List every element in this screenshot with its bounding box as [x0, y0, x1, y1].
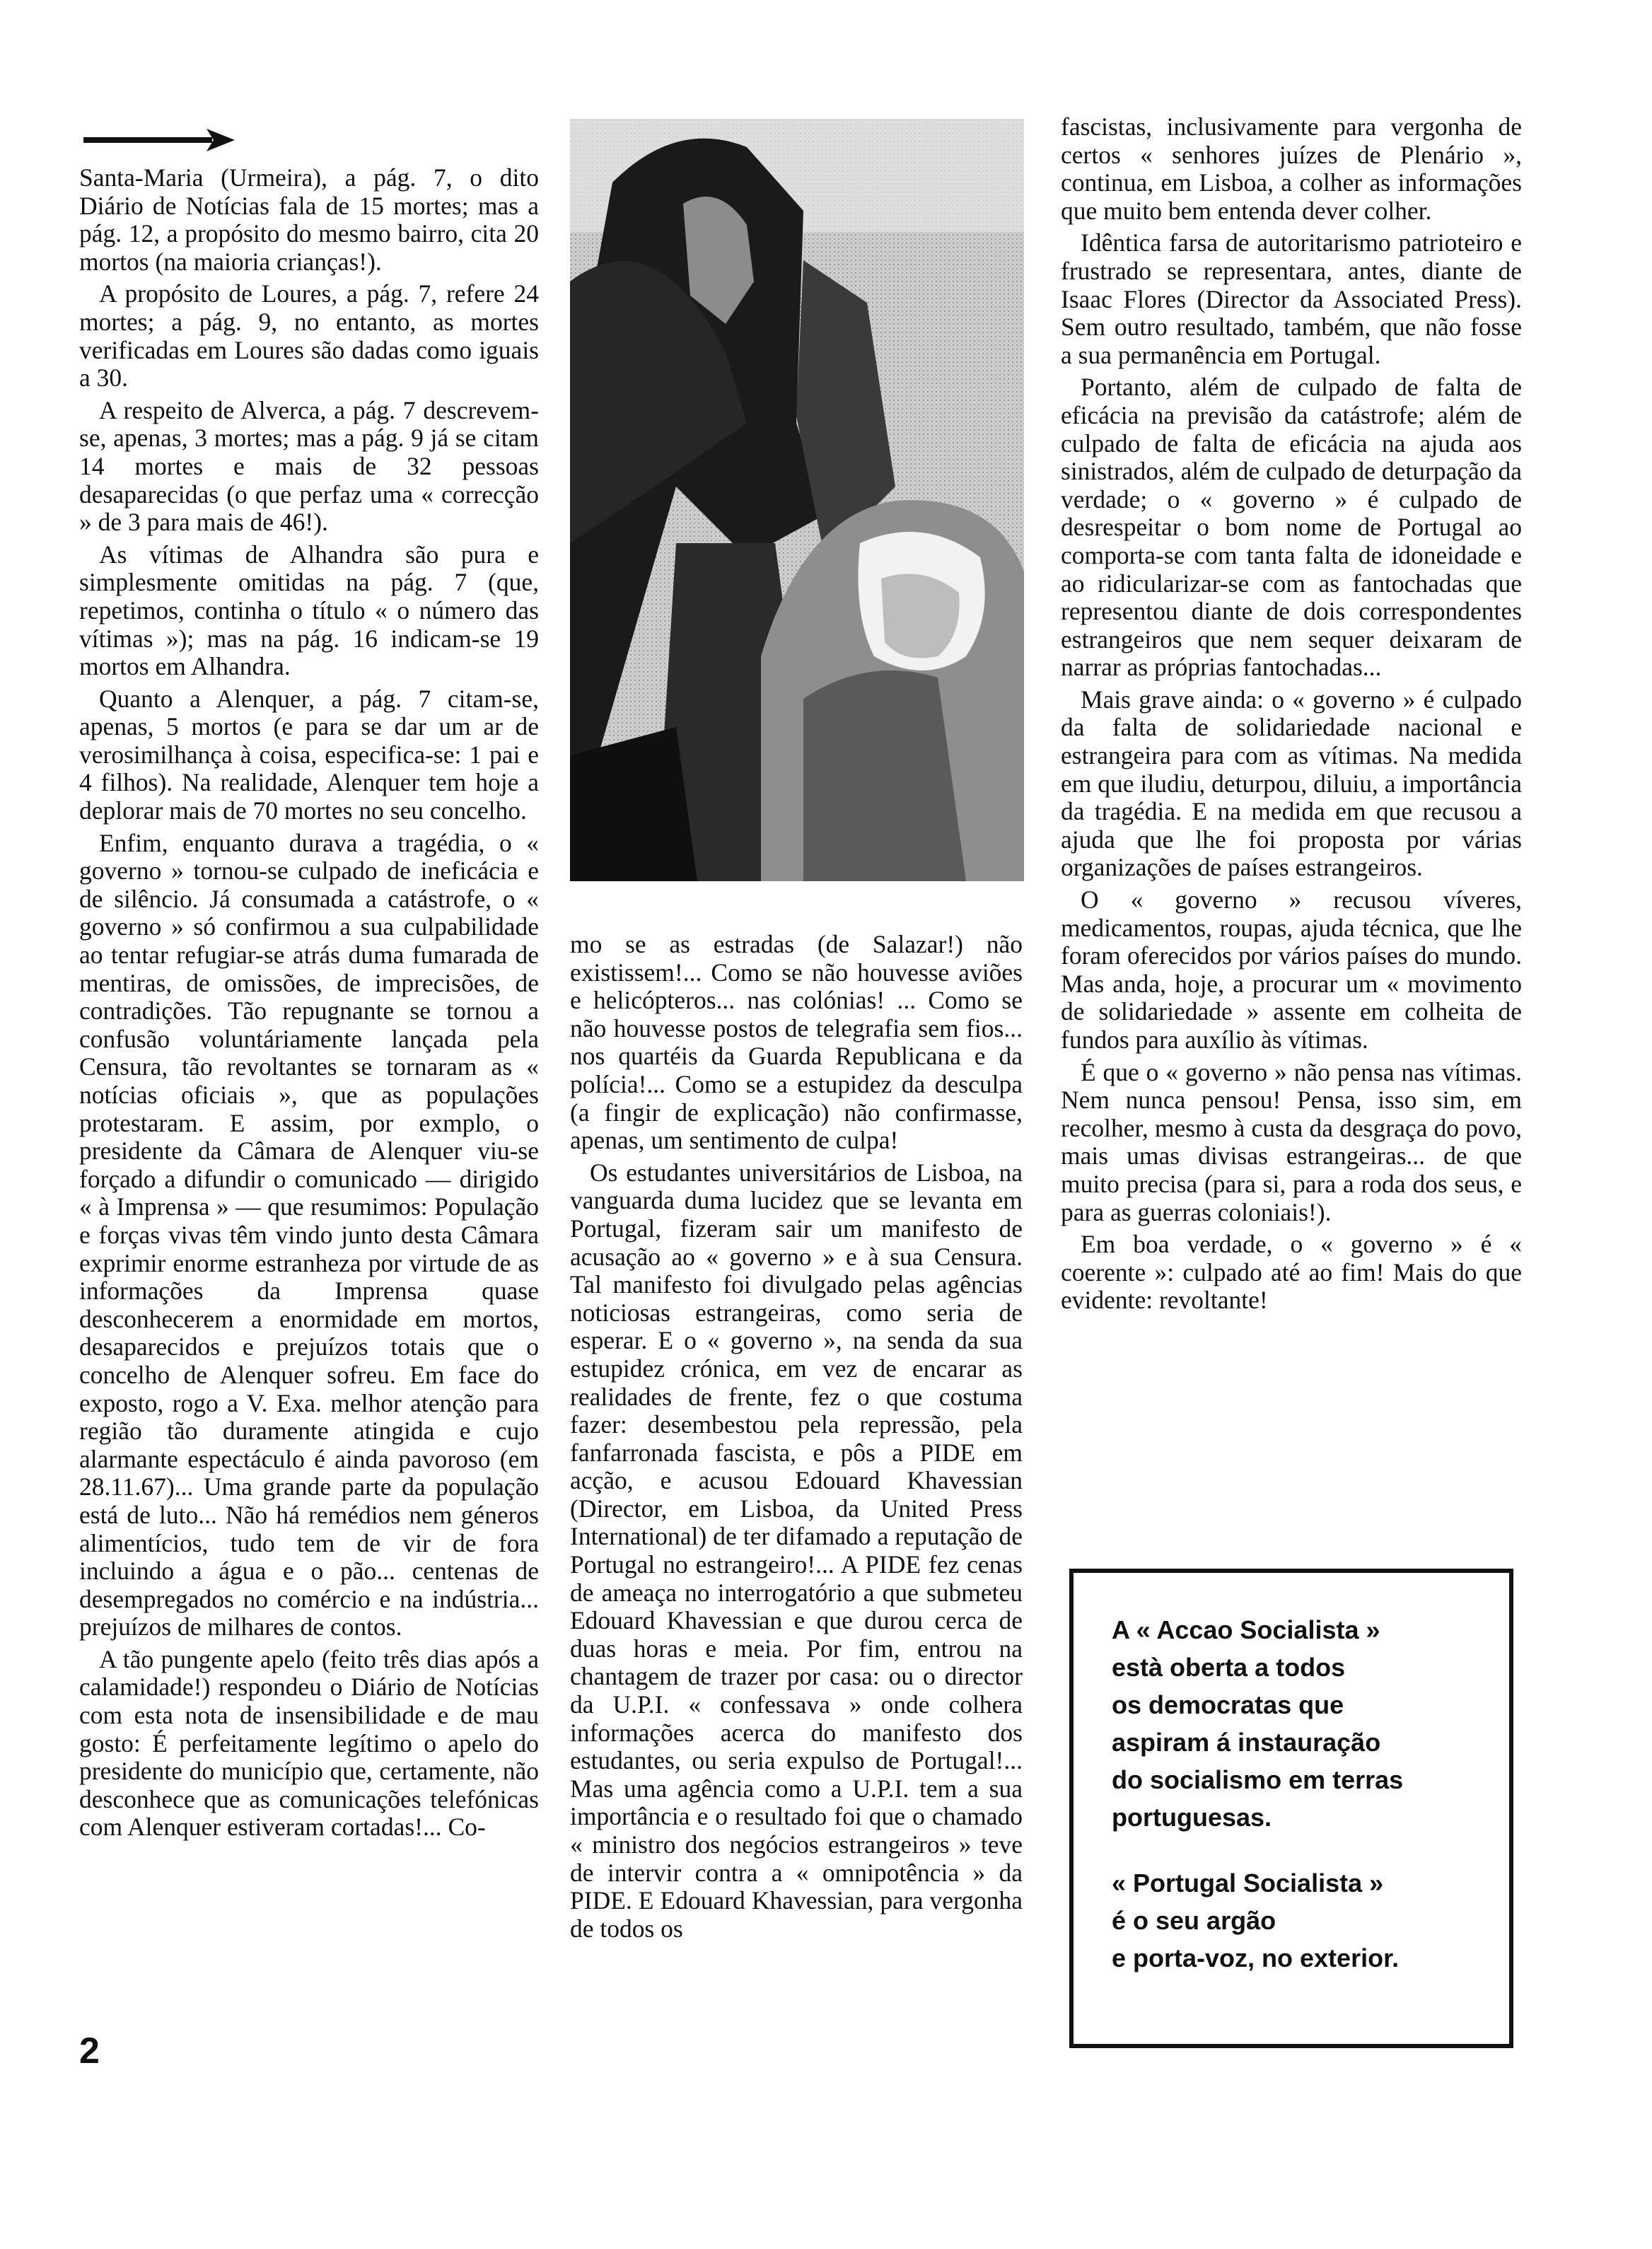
- page-number: 2: [79, 2030, 100, 2071]
- paragraph: O « governo » recusou víveres, medicamentos, roupas, ajuda técnica, que lhe foram oferecidos por vários países do mundo. Mas anda, hoje, a procurar um « movimento de solidariedade » assente em colheita de fundos para auxílio às vítimas.: [1061, 885, 1522, 1054]
- paragraph: Quanto a Alenquer, a pág. 7 citam-se, apenas, 5 mortos (e para se dar um ar de verosimilhança à coisa, especifica-se: 1 pai e 4 filhos). Na realidade, Alenquer tem hoje a deplorar mais de 70 mortes no seu concelho.: [79, 684, 539, 825]
- announcement-line: portuguesas.: [1112, 1803, 1272, 1832]
- paragraph: fascistas, inclusivamente para vergonha de certos « senhores juízes de Plenário », continua, em Lisboa, a colher as informações que muito bem entenda dever colher.: [1061, 112, 1522, 225]
- paragraph: Portanto, além de culpado de falta de eficácia na previsão da catástrofe; além de culpado de falta de eficácia na ajuda aos sinistrados, além de culpado de deturpação da verdade; o « governo » é culpado de desrespeitar o bom nome de Portugal ao comporta-se com tanta falta de idoneidade e ao ridicularizar-se com as fantochadas que representou diante de dois correspondentes estrangeiros que nem sequer deixaram de narrar as próprias fantochadas...: [1061, 373, 1522, 682]
- paragraph: A propósito de Loures, a pág. 7, refere 24 mortes; a pág. 9, no entanto, as mortes verificadas em Loures são dadas como iguais a 30.: [79, 279, 539, 393]
- announcement-line: aspiram á instauração: [1112, 1728, 1381, 1757]
- paragraph: Enfim, enquanto durava a tragédia, o « governo » tornou-se culpado de ineficácia e de silêncio. Já consumada a catástrofe, o « governo » só confirmou a sua culpabilidade ao tentar refugiar-se atrás duma fumarada de mentiras, de omissões, de imprecisões, de contradições. Tão repugnante se tornou a confusão voluntáriamente lançada pela Censura, tão revoltantes se tornaram as « notícias oficiais », que as populações protestaram. E assim, por exmplo, o presidente da Câmara de Alenquer viu-se forçado a difundir o comunicado — dirigido « à Imprensa » — que resumimos: População e forças vivas têm vindo junto desta Câmara exprimir enorme estranheza por virtude de as informações da Imprensa quase desconhecerem a enormidade em mortos, desaparecidos e prejuízos totais que o concelho de Alenquer sofreu. Em face do exposto, rogo a V. Exa. melhor atenção para região tão duramente atingida e cujo alarmante espectáculo é ainda pavoroso (em 28.11.67)... Uma grande parte da população está de luto... Não há remédios nem géneros alimentícios, tudo tem de vir de fora incluindo a água e o pão... centenas de desempregados no comércio e na indústria... prejuízos de milhares de contos.: [79, 828, 539, 1641]
- announcement-line: e porta-voz, no exterior.: [1112, 1943, 1400, 1972]
- paragraph: As vítimas de Alhandra são pura e simplesmente omitidas na pág. 7 (que, repetimos, continha o título « o número das vítimas »); mas na pág. 16 indicam-se 19 mortos em Alhandra.: [79, 540, 539, 681]
- paragraph: Os estudantes universitários de Lisboa, na vanguarda duma lucidez que se levanta em Portugal, fizeram sair um manifesto de acusação ao « governo » e à sua Censura. Tal manifesto foi divulgado pelas agências noticiosas estrangeiras, como seria de esperar. E o « governo », na senda da sua estupidez crónica, em vez de encarar as realidades de frente, fez o que costuma fazer: desembestou pela repressão, pela fanfarronada fascista, e pôs a PIDE em acção, e acusou Edouard Khavessian (Director, em Lisboa, da United Press International) de ter difamado a reputação de Portugal no estrangeiro!... A PIDE fez cenas de ameaça no interrogatório a que submeteu Edouard Khavessian e que durou cerca de duas horas e meia. Por fim, entrou na chantagem de trazer por casa: ou o director da U.P.I. « confessava » onde colhera informações acerca do manifesto dos estudantes, ou seria expulso de Portugal!... Mas uma agência como a U.P.I. tem a sua importância e o resultado foi que o chamado « ministro dos negócios estrangeiros » teve de intervir contra a « omnipotência » da PIDE. E Edouard Khavessian, para vergonha de todos os: [570, 1158, 1023, 1943]
- announcement-text: [1112, 1864, 1484, 1977]
- announcement-line: A « Accao Socialista »: [1112, 1615, 1380, 1644]
- announcement-text: [1112, 1611, 1484, 1836]
- article-column-3: [1061, 113, 1522, 1319]
- paragraph: Mais grave ainda: o « governo » é culpado da falta de solidariedade nacional e estrangeira para com as vítimas. Na medida em que iludiu, deturpou, diluiu, a importância da tragédia. E na medida em que recusou a ajuda que lhe foi proposta por várias organizações de países estrangeiros.: [1061, 685, 1522, 882]
- paragraph: É que o « governo » não pensa nas vítimas. Nem nunca pensou! Pensa, isso sim, em recolher, mesmo à custa da desgraça do povo, mais umas divisas estrangeiras... de que muito precisa (para si, para a roda dos seus, e para as guerras coloniais!).: [1061, 1057, 1522, 1226]
- article-column-1: [79, 164, 539, 1846]
- announcement-line: é o seu argão: [1112, 1906, 1276, 1935]
- announcement-line: « Portugal Socialista »: [1112, 1869, 1384, 1898]
- photo-illustration: [570, 119, 1024, 881]
- paragraph: A tão pungente apelo (feito três dias após a calamidade!) respondeu o Diário de Notícias com esta nota de insensibilidade e de mau gosto: É perfeitamente legítimo o apelo do presidente do município que, certamente, não desconhece que as comunicações telefónicas com Alenquer estiveram cortadas!... Co-: [79, 1644, 539, 1842]
- flood-photo: [570, 119, 1024, 881]
- article-column-2: [570, 931, 1023, 1947]
- announcement-line: està oberta a todos: [1112, 1653, 1346, 1682]
- paragraph: Em boa verdade, o « governo » é « coerente »: culpado até ao fim! Mais do que evidente: revoltante!: [1061, 1230, 1522, 1315]
- announcement-line: os democratas que: [1112, 1690, 1344, 1719]
- paragraph: A respeito de Alverca, a pág. 7 descrevem-se, apenas, 3 mortes; mas a pág. 9 já se citam 14 mortes e mais de 32 pessoas desaparecidas (o que perfaz uma « correcção » de 3 para mais de 46!).: [79, 395, 539, 537]
- paragraph: mo se as estradas (de Salazar!) não existissem!... Como se não houvesse aviões e helicópteros... nas colónias! ... Como se não houvesse postos de telegrafia sem fios... nos quartéis da Guarda Republicana e da polícia!... Como se a estupidez da desculpa (a fingir de explicação) não confirmasse, apenas, um sentimento de culpa!: [570, 930, 1023, 1155]
- paragraph: Idêntica farsa de autoritarismo patrioteiro e frustrado se representara, antes, diante de Isaac Flores (Director da Associated Press). Sem outro resultado, também, que não fosse a sua permanência em Portugal.: [1061, 228, 1522, 369]
- paragraph: Santa-Maria (Urmeira), a pág. 7, o dito Diário de Notícias fala de 15 mortes; mas a pág. 12, a propósito do mesmo bairro, cita 20 mortos (na maioria crianças!).: [79, 163, 539, 276]
- announcement-line: do socialismo em terras: [1112, 1765, 1404, 1794]
- right-arrow-icon: [83, 126, 239, 154]
- announcement-box: [1069, 1569, 1513, 2048]
